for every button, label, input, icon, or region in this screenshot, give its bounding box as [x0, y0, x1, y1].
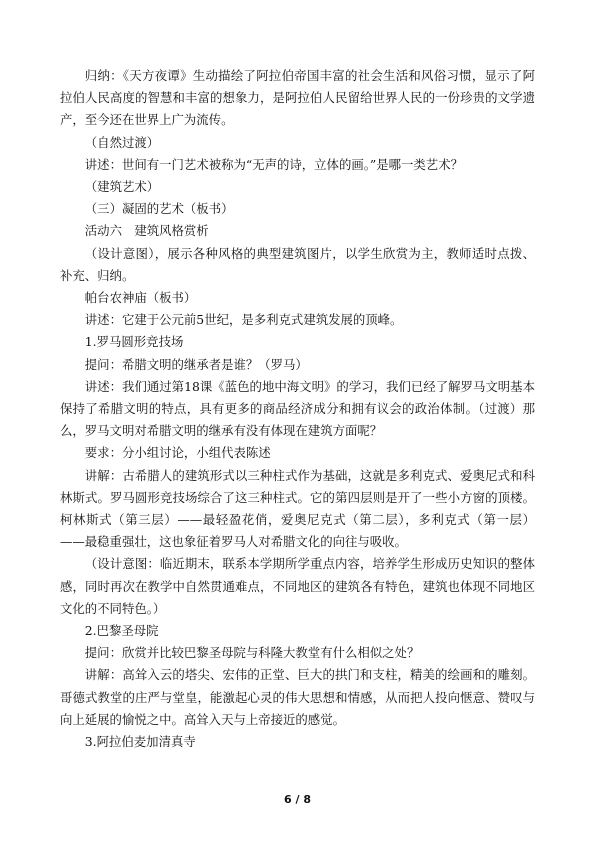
subheading-mecca-mosque: 3.阿拉伯麦加清真寺: [84, 734, 196, 750]
paragraph-design-intent-1: （设计意图），展示各种风格的典型建筑图片，以学生欣赏为主，教师适时点拨、补充、归纳。: [60, 245, 535, 283]
paragraph-parthenon-description: 讲述：它建于公元前5世纪，是多利克式建筑发展的顶峰。: [84, 312, 403, 328]
activity-heading-architecture-style: 活动六 建筑风格赏析: [84, 223, 209, 239]
document-body: [60, 65, 535, 753]
paragraph-design-intent-2: （设计意图：临近期末，联系本学期所学重点内容，培养学生形成历史知识的整体感，同时再次在教学中自然贯通难点，不同地区的建筑各有特色，建筑也体现不同地区文化的不同特色。）: [60, 556, 535, 616]
subheading-roman-colosseum: 1.罗马圆形竞技场: [84, 334, 184, 350]
paragraph-architecture-art: （建筑艺术）: [84, 179, 160, 195]
section-heading-frozen-art: （三）凝固的艺术（板书）: [84, 201, 234, 217]
subheading-notre-dame: 2.巴黎圣母院: [84, 623, 159, 639]
paragraph-question-compare: 提问：欣赏并比较巴黎圣母院与科隆大教堂有什么相似之处？: [84, 645, 420, 661]
paragraph-natural-transition: （自然过渡）: [84, 134, 160, 150]
paragraph-column-orders: 讲解：古希腊人的建筑形式以三种柱式作为基础，这就是多利克式、爱奥尼式和科林斯式。罗马圆形竞技场综合了这三种柱式。它的第四层则是开了一些小方窗的顶楼。柯林斯式（第三层）——最轻盈花俏，爱奥尼克式（第二层），多利克式（第一层）——最稳重强壮，这也象征着罗马人对希腊文化的向往与吸收。: [60, 467, 535, 550]
paragraph-question-heir: 提问：希腊文明的继承者是谁？（罗马）: [84, 356, 308, 372]
paragraph-gothic-explanation: 讲解：高耸入云的塔尖、宏伟的正堂、巨大的拱门和支柱，精美的绘画和的雕刻。哥德式教堂的庄严与堂皇，能激起心灵的伟大思想和情感，从而把人投向惬意、赞叹与向上延展的愉悦之中。高耸入天与上帝接近的感觉。: [60, 667, 535, 727]
paragraph-group-discussion: 要求：分小组讨论，小组代表陈述: [84, 445, 271, 461]
paragraph-roman-civilization: 讲述：我们通过第18课《蓝色的地中海文明》的学习，我们已经了解罗马文明基本保持了希腊文明的特点，具有更多的商品经济成分和拥有议会的政治体制。（过渡）那么，罗马文明对希腊文明的继承有没有体现在建筑方面呢？: [60, 378, 535, 439]
paragraph-summary-arabian-nights: 归纳：《天方夜谭》生动描绘了阿拉伯帝国丰富的社会生活和风俗习惯，显示了阿拉伯人民高度的智慧和丰富的想象力，是阿拉伯人民留给世界人民的一份珍贵的文学遗产，至今还在世界上广为流传。: [60, 68, 535, 128]
paragraph-question-silent-poem: 讲述：世间有一门艺术被称为“无声的诗，立体的画。”是哪一类艺术？: [84, 156, 463, 172]
page-number: 6 / 8: [284, 793, 311, 806]
paragraph-parthenon: 帕台农神庙（板书）: [84, 290, 197, 306]
